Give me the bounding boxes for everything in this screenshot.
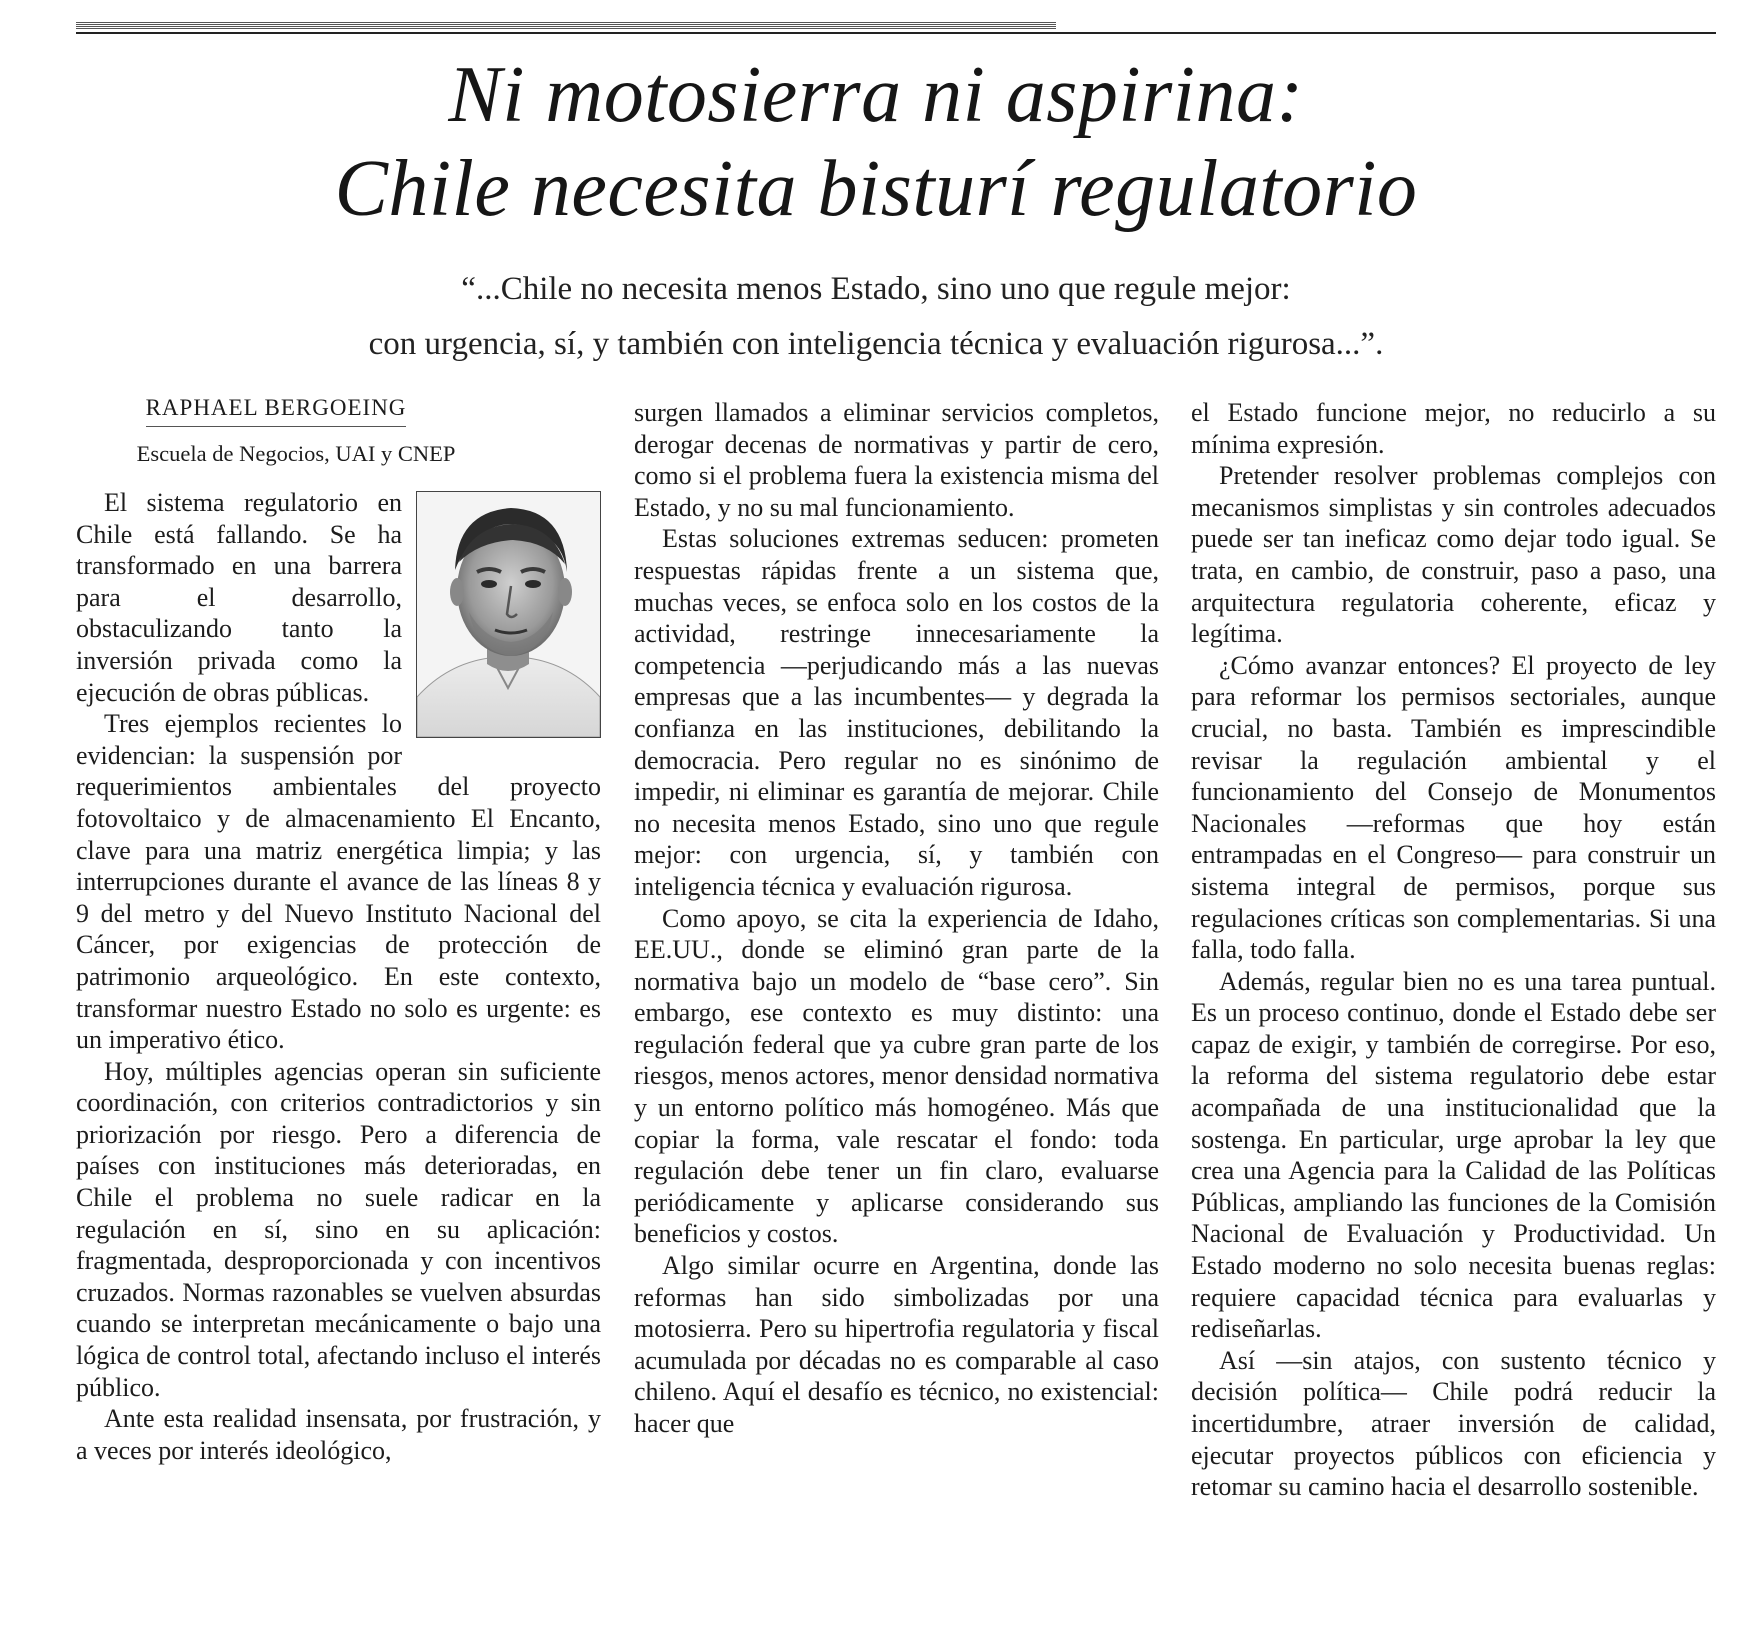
headline	[0, 48, 1752, 236]
pull-quote-line-1: “...Chile no necesita menos Estado, sino uno que regule mejor:	[461, 271, 1291, 307]
author-portrait-illustration	[417, 492, 600, 737]
headline-line-1: Ni motosierra ni aspirina:	[448, 51, 1304, 139]
paragraph: Ante esta realidad insensata, por frustración, y a veces por interés ideológico,	[76, 1404, 601, 1465]
author-name: RAPHAEL BERGOEING	[146, 393, 407, 427]
article-column-3	[1191, 397, 1716, 1503]
paragraph: Como apoyo, se cita la experiencia de Idaho, EE.UU., donde se eliminó gran parte de la normativa bajo un modelo de “base cero”. Sin embargo, ese contexto es muy distinto: una regulación federal que ya cubre gran parte de los riesgos, menos actores, menor densidad normativa y un entorno político más homogéneo. Más que copiar la forma, vale rescatar el fondo: toda regulación debe tener un fin claro, evaluarse periódicamente y aplicarse considerando sus beneficios y costos.	[634, 903, 1159, 1249]
paragraph: Estas soluciones extremas seducen: prometen respuestas rápidas frente a un sistema que, muchas veces, se enfoca solo en los costos de la actividad, restringe innecesariamente la competencia —perjudicando más a las nuevas empresas que a las incumbentes— y degrada la confianza en las instituciones, debilitando la democracia. Pero regular no es sinónimo de impedir, ni eliminar es garantía de mejorar. Chile no necesita menos Estado, sino uno que regule mejor: con urgencia, sí, y también con inteligencia técnica y evaluación rigurosa.	[634, 524, 1159, 901]
header-rule-double	[76, 22, 1056, 29]
pull-quote	[0, 262, 1752, 372]
paragraph: Hoy, múltiples agencias operan sin suficiente coordinación, con criterios contradictorios y sin priorización por riesgo. Pero a diferencia de países con instituciones más deterioradas, en Chile el problema no suele radicar en la regulación en sí, sino en su aplicación: fragmentada, desproporcionada y con incentivos cruzados. Normas razonables se vuelven absurdas cuando se interpretan mecánicamente o bajo una lógica de control total, afectando incluso el interés público.	[76, 1056, 601, 1402]
paragraph: Tres ejemplos recientes lo evidencian: la suspensión por requerimientos ambientales del proyecto fotovoltaico y de almacenamiento El Encanto, clave para una matriz energética limpia; y las interrupciones durante el avance de las líneas 8 y 9 del metro y del Nuevo Instituto Nacional del Cáncer, por exigencias de protección de patrimonio arqueológico. En este contexto, transformar nuestro Estado no solo es urgente: es un imperativo ético.	[76, 709, 601, 1055]
paragraph: Algo similar ocurre en Argentina, donde las reformas han sido simbolizadas por una motosierra. Pero su hipertrofia regulatoria y fiscal acumulada por décadas no es comparable al caso chileno. Aquí el desafío es técnico, no existencial: hacer que	[634, 1251, 1159, 1438]
paragraph: Además, regular bien no es una tarea puntual. Es un proceso continuo, donde el Estado debe ser capaz de exigir, y también de corregirse. Por eso, la reforma del sistema regulatorio debe estar acompañada de una institucionalidad que la sostenga. En particular, urge aprobar la ley que crea una Agencia para la Calidad de las Políticas Públicas, ampliando las funciones de la Comisión Nacional de Evaluación y Productividad. Un Estado moderno no solo necesita buenas reglas: requiere capacidad técnica para evaluarlas y rediseñarlas.	[1191, 966, 1716, 1344]
author-photo	[416, 491, 601, 738]
article-column-1	[76, 393, 601, 1466]
header-rule	[76, 32, 1716, 34]
article-column-2	[634, 397, 1159, 1440]
headline-line-2: Chile necesita bisturí regulatorio	[334, 145, 1418, 233]
paragraph: Así —sin atajos, con sustento técnico y decisión política— Chile podrá reducir la incertidumbre, atraer inversión de calidad, ejecutar proyectos públicos con eficiencia y retomar su camino hacia el desarrollo sostenible.	[1191, 1345, 1716, 1502]
byline	[76, 393, 476, 427]
author-affiliation: Escuela de Negocios, UAI y CNEP	[136, 441, 456, 466]
pull-quote-line-2: con urgencia, sí, y también con inteligencia técnica y evaluación rigurosa...”.	[368, 326, 1384, 362]
paragraph: El sistema regulatorio en Chile está fallando. Se ha transformado en una barrera para el desarrollo, obstaculizando tanto la inversión privada como la ejecución de obras públicas.	[76, 488, 402, 707]
paragraph: el Estado funcione mejor, no reducirlo a su mínima expresión.	[1191, 398, 1716, 459]
paragraph: surgen llamados a eliminar servicios completos, derogar decenas de normativas y partir de cero, como si el problema fuera la existencia misma del Estado, y no su mal funcionamiento.	[634, 398, 1159, 522]
paragraph: Pretender resolver problemas complejos con mecanismos simplistas y sin controles adecuados puede ser tan ineficaz como dejar todo igual. Se trata, en cambio, de construir, paso a paso, una arquitectura regulatoria coherente, eficaz y legítima.	[1191, 461, 1716, 649]
paragraph: ¿Cómo avanzar entonces? El proyecto de ley para reformar los permisos sectoriales, aunque crucial, no basta. También es imprescindible revisar la regulación ambiental y el funcionamiento del Consejo de Monumentos Nacionales —reformas que hoy están entrampadas en el Congreso— para construir un sistema integral de permisos, porque sus regulaciones críticas son complementarias. Si una falla, todo falla.	[1191, 650, 1716, 965]
